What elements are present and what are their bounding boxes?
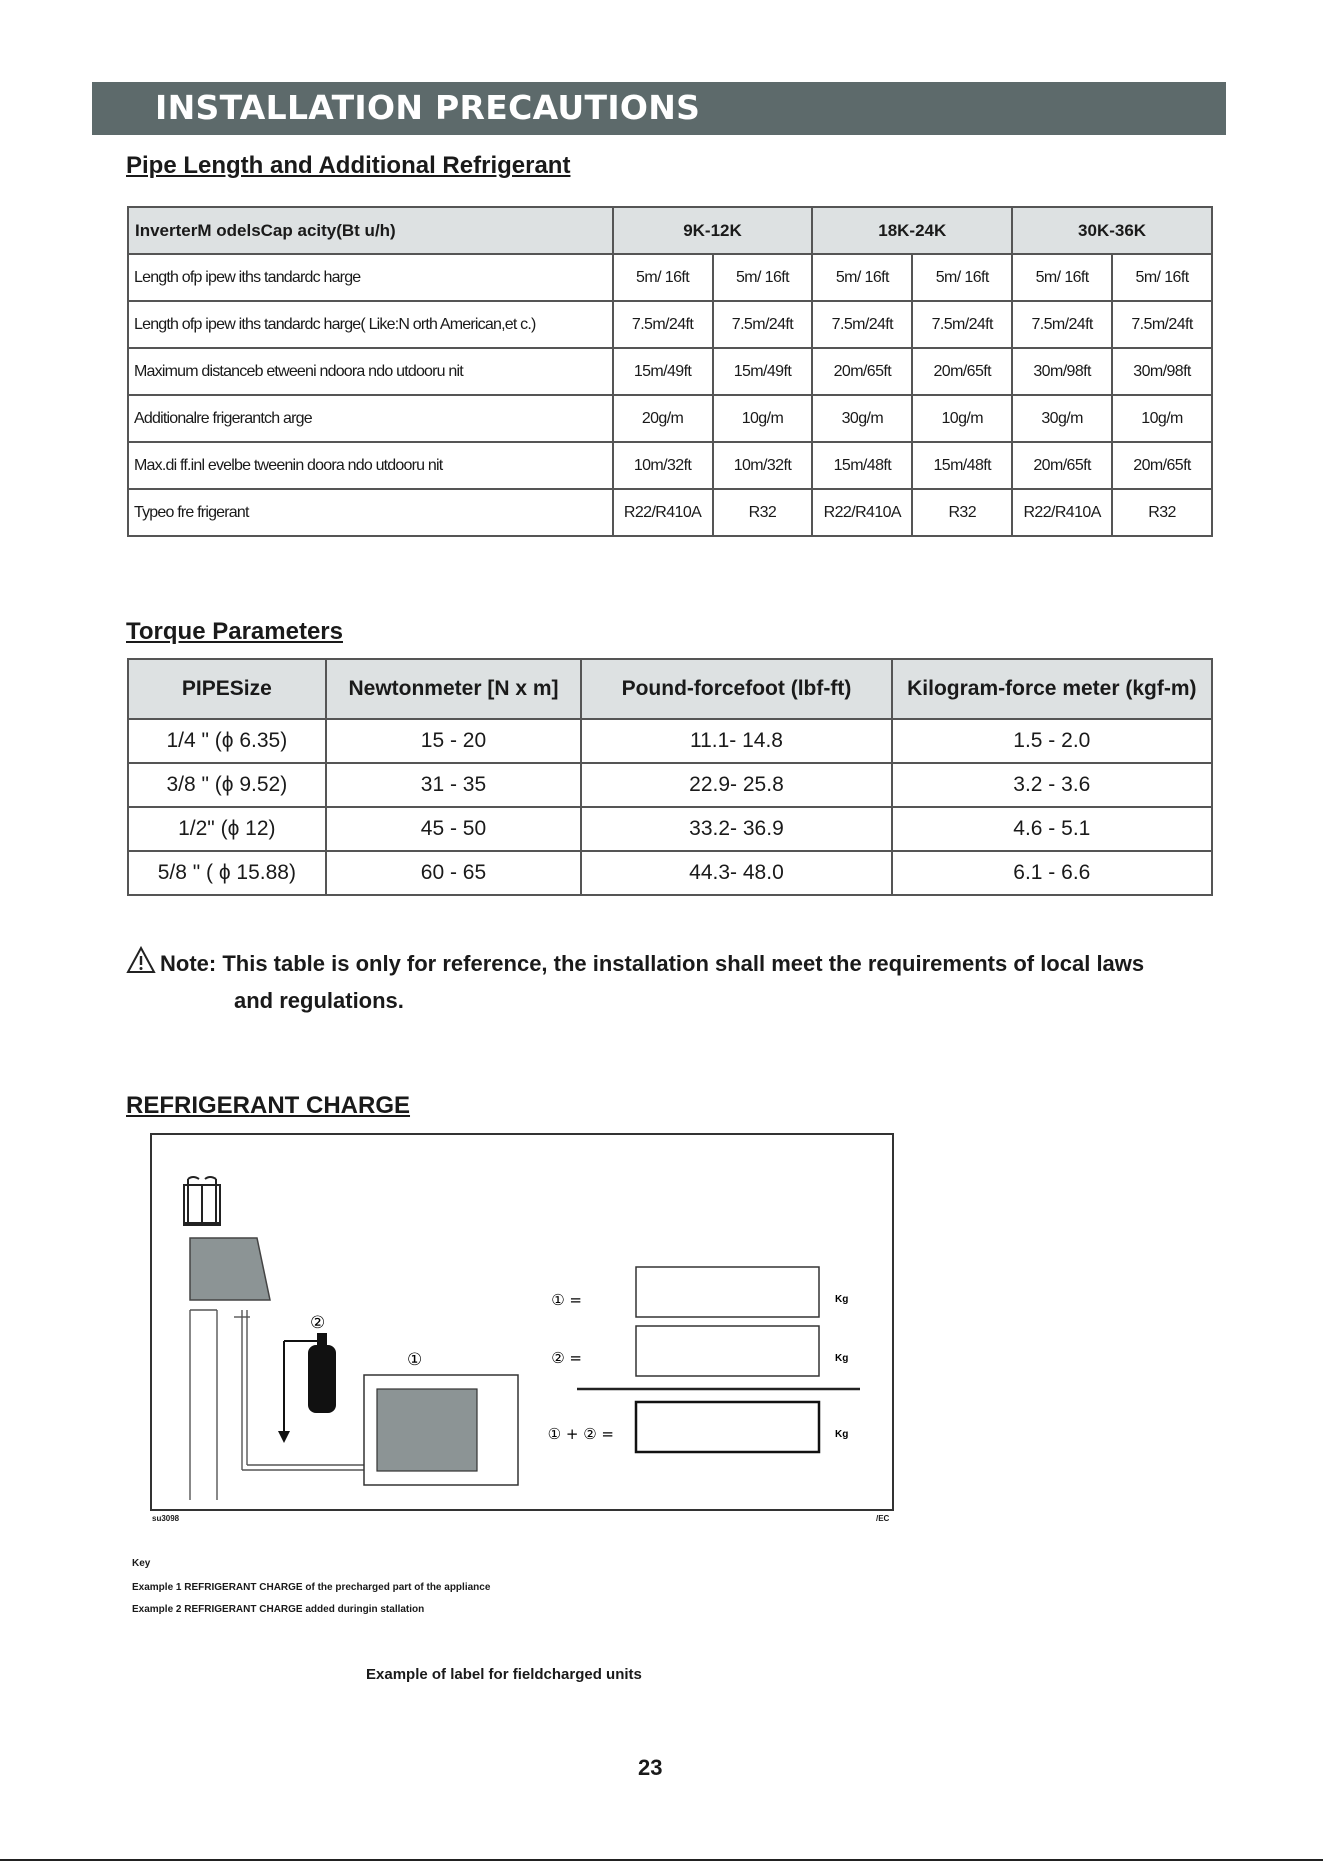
- charge-field-1: [636, 1267, 819, 1317]
- figure-code-left: su3098: [152, 1514, 180, 1523]
- table-row: [128, 254, 1212, 301]
- table-cell: 10m/32ft: [613, 442, 713, 489]
- column-header: Kilogram-force meter (kgf-m): [892, 659, 1212, 719]
- charge-field-total: [636, 1402, 819, 1452]
- table-cell: 7.5m/24ft: [1012, 301, 1112, 348]
- unit-label-1: Kg: [835, 1294, 849, 1305]
- table-cell: 10g/m: [1112, 395, 1212, 442]
- key-item-1: Example 1 REFRIGERANT CHARGE of the precharged part of the appliance: [132, 1582, 491, 1593]
- table-cell: 15m/48ft: [912, 442, 1012, 489]
- refrigerant-diagram: [152, 1135, 892, 1509]
- table-cell: 5m/ 16ft: [713, 254, 813, 301]
- refrigerant-label-figure: [150, 1133, 894, 1511]
- unit-label-total: Kg: [835, 1429, 849, 1440]
- table-row: [128, 395, 1212, 442]
- pipe-size-cell: 1/4 " (ϕ 6.35): [128, 719, 326, 763]
- table-cell: 20m/65ft: [1112, 442, 1212, 489]
- row-label: Length ofp ipew iths tandardc harge( Like:N orth American,et c.): [128, 301, 613, 348]
- column-header-capacity: 30K-36K: [1012, 207, 1212, 254]
- table-row: [128, 719, 1212, 763]
- pipe-size-cell: 1/2" (ϕ 12): [128, 807, 326, 851]
- bottom-divider: [0, 1859, 1323, 1861]
- note-line-2: and regulations.: [234, 988, 404, 1013]
- table-row: [128, 807, 1212, 851]
- table-row: [128, 489, 1212, 536]
- table-cell: 30m/98ft: [1112, 348, 1212, 395]
- table-cell: 20m/65ft: [912, 348, 1012, 395]
- table-cell: 33.2- 36.9: [581, 807, 891, 851]
- label-row-2: ② =: [551, 1349, 582, 1367]
- pipe-section-title: Pipe Length and Additional Refrigerant: [126, 152, 571, 179]
- pipe-length-table: [127, 206, 1213, 537]
- table-cell: 10m/32ft: [713, 442, 813, 489]
- table-cell: 44.3- 48.0: [581, 851, 891, 895]
- page-number: 23: [638, 1755, 663, 1780]
- table-cell: 20g/m: [613, 395, 713, 442]
- outdoor-unit-icon: [364, 1375, 518, 1485]
- refrigerant-cylinder-icon: [278, 1333, 336, 1443]
- table-cell: 1.5 - 2.0: [892, 719, 1212, 763]
- reference-note: [126, 946, 1236, 1018]
- figure-caption: Example of label for fieldcharged units: [366, 1666, 642, 1683]
- note-line-1: Note: This table is only for reference, the installation shall meet the requirements of local laws: [160, 950, 1145, 976]
- row-label: Additionalre frigerantch arge: [128, 395, 613, 442]
- table-cell: 5m/ 16ft: [812, 254, 912, 301]
- table-header-row: [128, 659, 1212, 719]
- table-cell: 22.9- 25.8: [581, 763, 891, 807]
- header-banner: [92, 82, 1226, 135]
- row-label: Max.di ff.inl evelbe tweenin doora ndo utdooru nit: [128, 442, 613, 489]
- row-label: Typeo fre frigerant: [128, 489, 613, 536]
- table-cell: 5m/ 16ft: [613, 254, 713, 301]
- charge-field-2: [636, 1326, 819, 1376]
- table-cell: 45 - 50: [326, 807, 582, 851]
- table-cell: R22/R410A: [812, 489, 912, 536]
- row-label: Maximum distanceb etweeni ndoora ndo utdooru nit: [128, 348, 613, 395]
- table-cell: 60 - 65: [326, 851, 582, 895]
- table-cell: 30g/m: [1012, 395, 1112, 442]
- table-cell: 5m/ 16ft: [1112, 254, 1212, 301]
- table-cell: 7.5m/24ft: [912, 301, 1012, 348]
- pipe-column: [190, 1310, 364, 1500]
- table-row: [128, 851, 1212, 895]
- warning-icon: [126, 946, 156, 984]
- table-cell: 7.5m/24ft: [812, 301, 912, 348]
- manual-book-icon: [184, 1177, 220, 1225]
- table-row: [128, 301, 1212, 348]
- table-cell: 20m/65ft: [812, 348, 912, 395]
- table-cell: 4.6 - 5.1: [892, 807, 1212, 851]
- column-header-models: InverterM odelsCap acity(Bt u/h): [128, 207, 613, 254]
- table-cell: R32: [713, 489, 813, 536]
- key-item-2: Example 2 REFRIGERANT CHARGE added duringin stallation: [132, 1604, 425, 1615]
- table-cell: 10g/m: [713, 395, 813, 442]
- table-cell: 7.5m/24ft: [713, 301, 813, 348]
- table-cell: R32: [912, 489, 1012, 536]
- table-cell: 3.2 - 3.6: [892, 763, 1212, 807]
- table-cell: R22/R410A: [613, 489, 713, 536]
- row-label: Length ofp ipew iths tandardc harge: [128, 254, 613, 301]
- table-row: [128, 348, 1212, 395]
- column-header: PIPESize: [128, 659, 326, 719]
- table-cell: 10g/m: [912, 395, 1012, 442]
- table-cell: 7.5m/24ft: [613, 301, 713, 348]
- table-cell: 15m/49ft: [613, 348, 713, 395]
- refrigerant-section-title: REFRIGERANT CHARGE: [126, 1092, 411, 1119]
- label-row-total: ① + ② =: [547, 1425, 614, 1443]
- table-cell: 5m/ 16ft: [1012, 254, 1112, 301]
- table-cell: 7.5m/24ft: [1112, 301, 1212, 348]
- pipe-size-cell: 5/8 " ( ϕ 15.88): [128, 851, 326, 895]
- table-cell: 30m/98ft: [1012, 348, 1112, 395]
- table-row: [128, 442, 1212, 489]
- column-header: Pound-forcefoot (lbf-ft): [581, 659, 891, 719]
- figure-code-right: /EC: [876, 1514, 890, 1523]
- key-title: Key: [132, 1558, 151, 1569]
- table-row: [128, 763, 1212, 807]
- column-header-capacity: 9K-12K: [613, 207, 813, 254]
- column-header: Newtonmeter [N x m]: [326, 659, 582, 719]
- torque-section-title: Torque Parameters: [126, 618, 343, 645]
- column-header-capacity: 18K-24K: [812, 207, 1012, 254]
- unit-label-2: Kg: [835, 1353, 849, 1364]
- table-cell: 15m/48ft: [812, 442, 912, 489]
- page-title: INSTALLATION PRECAUTIONS: [155, 88, 701, 127]
- table-cell: 15m/49ft: [713, 348, 813, 395]
- table-cell: 11.1- 14.8: [581, 719, 891, 763]
- label-row-1: ① =: [551, 1291, 582, 1309]
- table-cell: R22/R410A: [1012, 489, 1112, 536]
- table-cell: 20m/65ft: [1012, 442, 1112, 489]
- table-cell: 6.1 - 6.6: [892, 851, 1212, 895]
- table-cell: 15 - 20: [326, 719, 582, 763]
- torque-parameters-table: [127, 658, 1213, 896]
- table-cell: 5m/ 16ft: [912, 254, 1012, 301]
- indoor-unit-shape: [190, 1238, 270, 1300]
- pipe-size-cell: 3/8 " (ϕ 9.52): [128, 763, 326, 807]
- table-cell: 30g/m: [812, 395, 912, 442]
- table-cell: R32: [1112, 489, 1212, 536]
- marker-2-label: ②: [310, 1313, 326, 1333]
- table-cell: 31 - 35: [326, 763, 582, 807]
- marker-1-label: ①: [407, 1350, 423, 1370]
- table-header-row: [128, 207, 1212, 254]
